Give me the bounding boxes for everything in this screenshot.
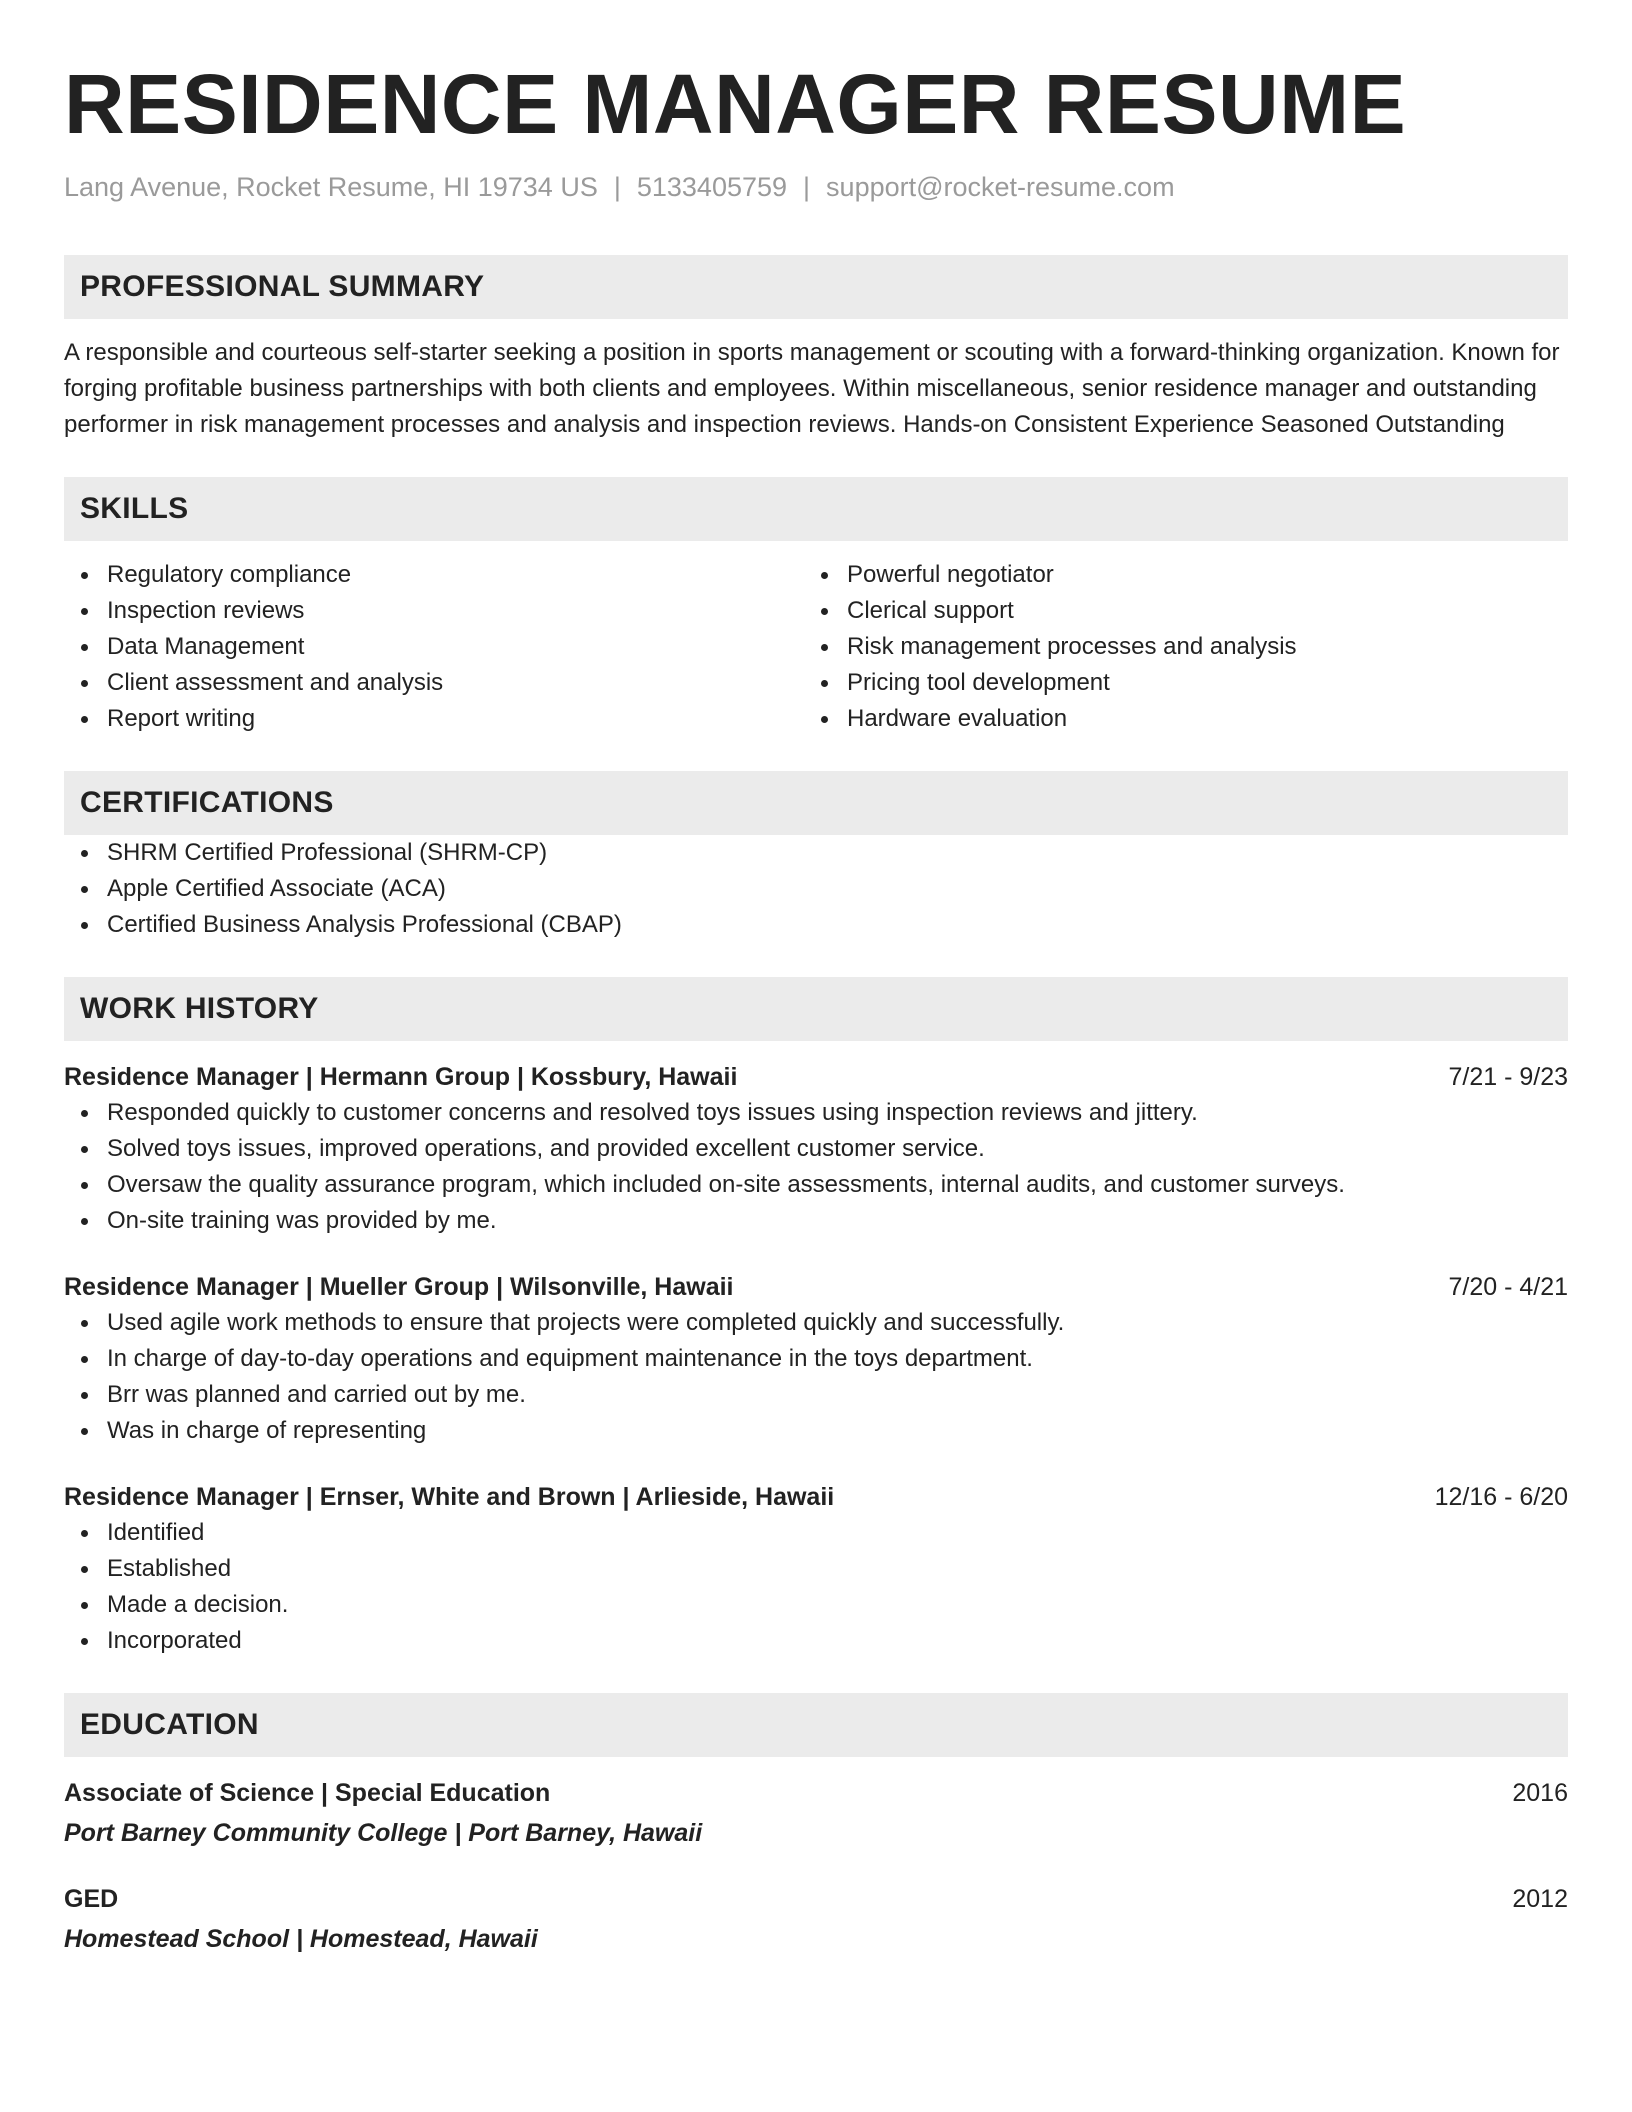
skill-item: Risk management processes and analysis — [804, 629, 1544, 665]
job-bullet: Was in charge of representing — [64, 1413, 1568, 1449]
job-dates: 7/21 - 9/23 — [1448, 1063, 1568, 1091]
job-bullets — [64, 1305, 1568, 1449]
education-degree: GED — [64, 1885, 119, 1913]
education-school: Homestead School | Homestead, Hawaii — [64, 1925, 538, 1953]
skills-grid — [64, 557, 1568, 737]
job-bullet: In charge of day-to-day operations and equipment maintenance in the toys department. — [64, 1341, 1568, 1377]
certification-item: SHRM Certified Professional (SHRM-CP) — [64, 835, 1568, 871]
contact-email: support@rocket-resume.com — [826, 172, 1175, 202]
job-dates: 12/16 - 6/20 — [1434, 1483, 1568, 1511]
job-bullets — [64, 1515, 1568, 1659]
job-entry — [64, 1269, 1568, 1449]
job-title: Residence Manager | Mueller Group | Wilsonville, Hawaii — [64, 1273, 734, 1301]
education-header — [64, 1775, 1568, 1811]
contact-line — [64, 172, 1568, 203]
job-bullet: Responded quickly to customer concerns and resolved toys issues using inspection reviews and jittery. — [64, 1095, 1568, 1131]
skill-item: Data Management — [64, 629, 804, 665]
job-entry — [64, 1059, 1568, 1239]
skills-list-right — [804, 557, 1544, 737]
section-header-work-history: WORK HISTORY — [64, 977, 1568, 1041]
job-title: Residence Manager | Ernser, White and Brown | Arlieside, Hawaii — [64, 1483, 835, 1511]
summary-text: A responsible and courteous self-starter seeking a position in sports management or scouting with a forward-thinking organization. Known for forging profitable business partnerships with both clients and employees. Within miscellaneous, senior residence manager and outstanding performer in risk management processes and analysis and inspection reviews. Hands-on Consistent Experience Seasoned Outstanding — [64, 339, 1560, 438]
contact-phone: 5133405759 — [636, 172, 788, 202]
skill-item: Powerful negotiator — [804, 557, 1544, 593]
job-bullet: Identified — [64, 1515, 1568, 1551]
section-header-education: EDUCATION — [64, 1693, 1568, 1757]
skill-item: Pricing tool development — [804, 665, 1544, 701]
skill-item: Inspection reviews — [64, 593, 804, 629]
education-entry — [64, 1881, 1568, 1957]
education-year: 2016 — [1512, 1779, 1568, 1807]
education-degree: Associate of Science | Special Education — [64, 1779, 551, 1807]
skill-item: Clerical support — [804, 593, 1544, 629]
job-bullet: On-site training was provided by me. — [64, 1203, 1568, 1239]
job-bullets — [64, 1095, 1568, 1239]
skill-item: Regulatory compliance — [64, 557, 804, 593]
job-bullet: Solved toys issues, improved operations, and provided excellent customer service. — [64, 1131, 1568, 1167]
section-header-certifications: CERTIFICATIONS — [64, 771, 1568, 835]
section-header-summary: PROFESSIONAL SUMMARY — [64, 255, 1568, 319]
job-bullet: Established — [64, 1551, 1568, 1587]
education-year: 2012 — [1512, 1885, 1568, 1913]
job-header — [64, 1059, 1568, 1095]
contact-separator: | — [613, 172, 621, 202]
certifications-list — [64, 835, 1568, 943]
skill-item: Client assessment and analysis — [64, 665, 804, 701]
job-dates: 7/20 - 4/21 — [1448, 1273, 1568, 1301]
skill-item: Report writing — [64, 701, 804, 737]
job-bullet: Oversaw the quality assurance program, which included on-site assessments, internal audits, and customer surveys. — [64, 1167, 1568, 1203]
skill-item: Hardware evaluation — [804, 701, 1544, 737]
page-title: RESIDENCE MANAGER RESUME — [64, 57, 1407, 151]
section-header-skills: SKILLS — [64, 477, 1568, 541]
job-bullet: Incorporated — [64, 1623, 1568, 1659]
education-entry — [64, 1775, 1568, 1851]
job-entry — [64, 1479, 1568, 1659]
job-bullet: Brr was planned and carried out by me. — [64, 1377, 1568, 1413]
job-bullet: Used agile work methods to ensure that projects were completed quickly and successfully. — [64, 1305, 1568, 1341]
job-title: Residence Manager | Hermann Group | Kossbury, Hawaii — [64, 1063, 738, 1091]
education-school: Port Barney Community College | Port Barney, Hawaii — [64, 1819, 703, 1847]
job-header — [64, 1479, 1568, 1515]
job-header — [64, 1269, 1568, 1305]
certification-item: Apple Certified Associate (ACA) — [64, 871, 1568, 907]
certification-item: Certified Business Analysis Professional (CBAP) — [64, 907, 1568, 943]
job-bullet: Made a decision. — [64, 1587, 1568, 1623]
education-header — [64, 1881, 1568, 1917]
contact-separator: | — [803, 172, 811, 202]
skills-list-left — [64, 557, 804, 737]
contact-address: Lang Avenue, Rocket Resume, HI 19734 US — [64, 172, 598, 202]
